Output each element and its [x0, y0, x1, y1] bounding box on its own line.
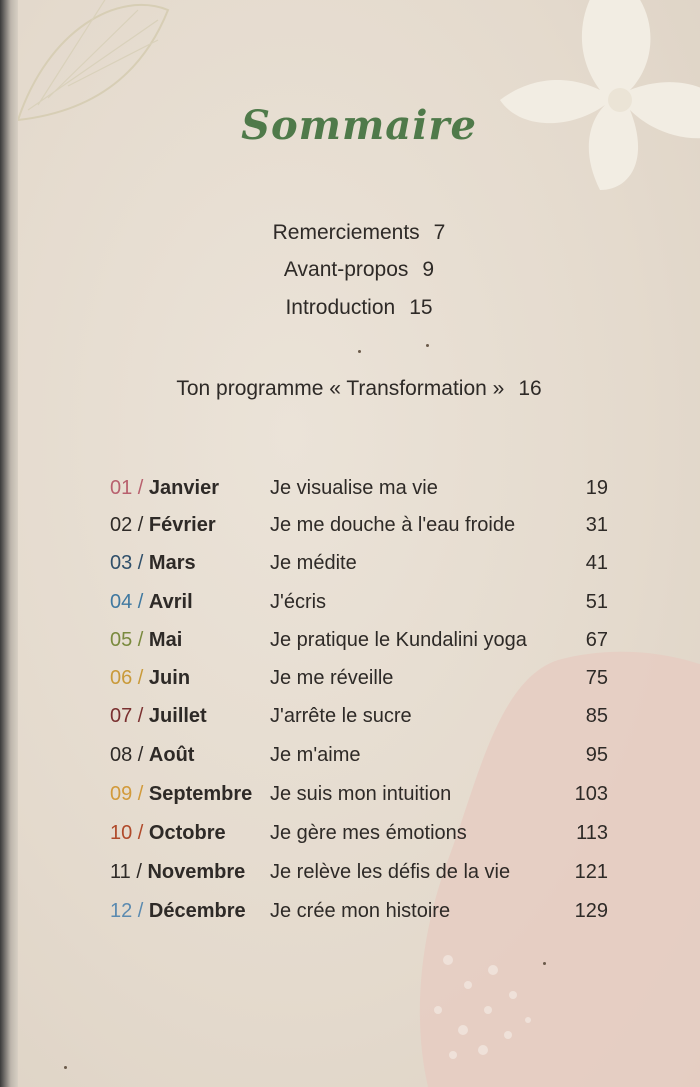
toc-page-number: 19 — [585, 477, 608, 499]
month-name: Juin — [148, 667, 191, 689]
month-number: 01 / — [110, 477, 144, 499]
toc-page-number: 121 — [574, 861, 608, 883]
month-number: 03 / — [110, 552, 144, 574]
toc-label: Ton programme « Transformation » — [176, 377, 505, 400]
toc-month-row[interactable] — [18, 705, 700, 735]
toc-page-number: 31 — [585, 514, 608, 536]
toc-label: Avant-propos — [283, 258, 409, 281]
month-topic: J'écris — [270, 591, 327, 613]
page-title: Sommaire — [241, 102, 477, 149]
toc-entry-remerciements[interactable] — [18, 221, 700, 245]
toc-month-row[interactable] — [18, 629, 700, 659]
month-name: Mars — [148, 552, 196, 574]
month-name: Février — [148, 514, 216, 536]
month-name: Avril — [148, 591, 193, 613]
month-name: Septembre — [148, 783, 253, 805]
toc-month-row[interactable] — [18, 783, 700, 813]
toc-page-number: 15 — [409, 296, 433, 319]
toc-page-number: 129 — [574, 900, 608, 922]
book-spine — [0, 0, 18, 1087]
month-number: 11 / — [110, 861, 142, 883]
month-topic: Je médite — [270, 552, 357, 574]
toc-page-number: 9 — [422, 258, 435, 281]
toc-month-row[interactable] — [18, 477, 700, 507]
toc-month-row[interactable] — [18, 591, 700, 621]
month-number: 07 / — [110, 705, 144, 727]
month-topic: Je gère mes émotions — [270, 822, 467, 844]
month-name: Juillet — [148, 705, 207, 727]
flower-decoration — [480, 0, 700, 190]
month-number: 04 / — [110, 591, 144, 613]
toc-page-number: 75 — [585, 667, 608, 689]
toc-page-number: 7 — [433, 221, 446, 244]
month-topic: Je suis mon intuition — [270, 783, 452, 805]
month-label — [110, 629, 182, 652]
month-topic: Je relève les défis de la vie — [270, 861, 511, 883]
month-label — [110, 705, 207, 728]
month-label — [110, 514, 216, 537]
toc-month-row[interactable] — [18, 552, 700, 582]
month-name: Août — [148, 744, 195, 766]
toc-month-row[interactable] — [18, 667, 700, 697]
book-page — [18, 0, 700, 1087]
paper-speck — [426, 344, 429, 347]
month-number: 10 / — [110, 822, 144, 844]
toc-page-number: 51 — [585, 591, 608, 613]
toc-page-number: 113 — [576, 822, 608, 844]
toc-entry-programme[interactable] — [18, 377, 700, 401]
month-label — [110, 783, 252, 806]
month-name: Janvier — [148, 477, 219, 499]
month-label — [110, 900, 246, 923]
toc-label: Remerciements — [272, 221, 420, 244]
month-topic: Je me douche à l'eau froide — [270, 514, 516, 536]
toc-month-row[interactable] — [18, 822, 700, 852]
month-number: 08 / — [110, 744, 144, 766]
month-name: Décembre — [148, 900, 246, 922]
month-label — [110, 667, 190, 690]
month-name: Mai — [148, 629, 183, 651]
toc-page-number: 16 — [518, 377, 542, 400]
toc-page-number: 41 — [585, 552, 608, 574]
toc-month-row[interactable] — [18, 514, 700, 544]
month-label — [110, 477, 219, 500]
month-topic: Je visualise ma vie — [270, 477, 438, 499]
toc-page-number: 67 — [585, 629, 608, 651]
month-topic: J'arrête le sucre — [270, 705, 412, 727]
month-name: Novembre — [147, 861, 246, 883]
month-number: 05 / — [110, 629, 144, 651]
month-label — [110, 861, 245, 884]
paper-speck — [64, 1066, 67, 1069]
toc-page-number: 103 — [574, 783, 608, 805]
month-number: 09 / — [110, 783, 144, 805]
month-topic: Je pratique le Kundalini yoga — [270, 629, 527, 651]
toc-month-row[interactable] — [18, 744, 700, 774]
toc-entry-avant-propos[interactable] — [18, 258, 700, 282]
month-number: 06 / — [110, 667, 144, 689]
toc-entry-introduction[interactable] — [18, 296, 700, 320]
month-number: 12 / — [110, 900, 144, 922]
month-label — [110, 591, 193, 614]
month-label — [110, 822, 226, 845]
month-topic: Je m'aime — [270, 744, 361, 766]
month-number: 02 / — [110, 514, 144, 536]
toc-label: Introduction — [285, 296, 396, 319]
month-topic: Je me réveille — [270, 667, 394, 689]
month-topic: Je crée mon histoire — [270, 900, 451, 922]
toc-page-number: 85 — [585, 705, 608, 727]
toc-month-row[interactable] — [18, 900, 700, 930]
paper-speck — [543, 962, 546, 965]
month-label — [110, 744, 194, 767]
toc-page-number: 95 — [585, 744, 608, 766]
month-label — [110, 552, 196, 575]
paper-speck — [358, 350, 361, 353]
toc-month-row[interactable] — [18, 861, 700, 891]
month-name: Octobre — [148, 822, 226, 844]
